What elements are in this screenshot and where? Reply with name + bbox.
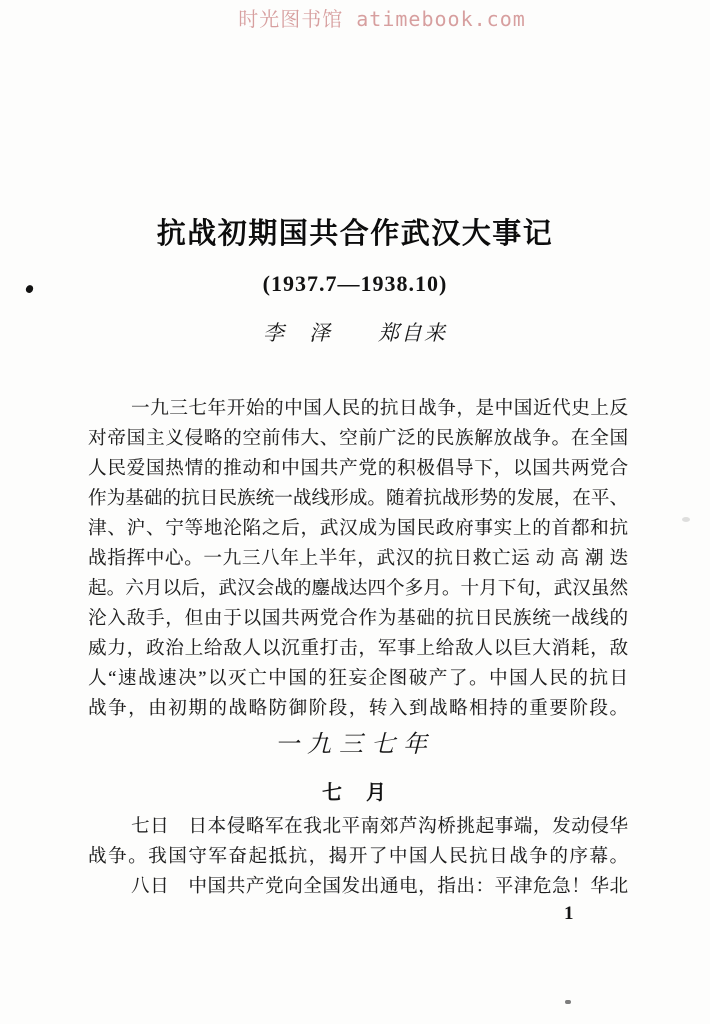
text-line: 战指挥中心。一九三八年上半年，武汉的抗日救亡运 动 高 潮 迭 bbox=[88, 549, 628, 569]
entry-line: 八日 中国共产党向全国发出通电，指出：平津危急！华北 bbox=[131, 877, 628, 897]
text-line: 威力，政治上给敌人以沉重打击，军事上给敌人以巨大消耗，敌 bbox=[88, 639, 628, 659]
page-number: 1 bbox=[564, 903, 574, 924]
intro-paragraph bbox=[88, 394, 628, 724]
text-line: 对帝国主义侵略的空前伟大、空前广泛的民族解放战争。在全国 bbox=[88, 429, 628, 449]
watermark-text: 时光图书馆 atimebook.com bbox=[238, 7, 526, 31]
chronicle-entries bbox=[88, 812, 628, 902]
entry-line: 七日 日本侵略军在我北平南郊芦沟桥挑起事端，发动侵华 bbox=[131, 817, 628, 837]
text-line: 津、沪、宁等地沦陷之后，武汉成为国民政府事实上的首都和抗 bbox=[88, 519, 628, 539]
entry-line: 战争。我国守军奋起抵抗，揭开了中国人民抗日战争的序幕。 bbox=[88, 847, 628, 867]
month-heading: 七 月 bbox=[322, 782, 388, 804]
article-authors: 李 泽 郑自来 bbox=[263, 321, 447, 345]
text-line: 人“速战速决”以灭亡中国的狂妄企图破产了。中国人民的抗日 bbox=[88, 669, 628, 689]
text-line: 作为基础的抗日民族统一战线形成。随着抗战形势的发展，在平、 bbox=[88, 489, 628, 509]
text-line: 人民爱国热情的推动和中国共产党的积极倡导下，以国共两党合 bbox=[88, 459, 628, 479]
text-line: 起。六月以后，武汉会战的鏖战达四个多月。十月下旬，武汉虽然 bbox=[88, 579, 628, 599]
watermark bbox=[27, 3, 710, 32]
scan-speck bbox=[682, 517, 690, 522]
text-line: 战争，由初期的战略防御阶段，转入到战略相持的重要阶段。 bbox=[88, 699, 628, 719]
text-line: 沦入敌手，但由于以国共两党合作为基础的抗日民族统一战线的 bbox=[88, 609, 628, 629]
year-heading: 一九三七年 bbox=[275, 732, 435, 758]
scan-speck bbox=[565, 1000, 571, 1004]
article-title: 抗战初期国共合作武汉大事记 bbox=[156, 218, 554, 250]
text-line: 一九三七年开始的中国人民的抗日战争，是中国近代史上反 bbox=[131, 399, 628, 419]
article-period: (1937.7—1938.10) bbox=[262, 271, 448, 296]
